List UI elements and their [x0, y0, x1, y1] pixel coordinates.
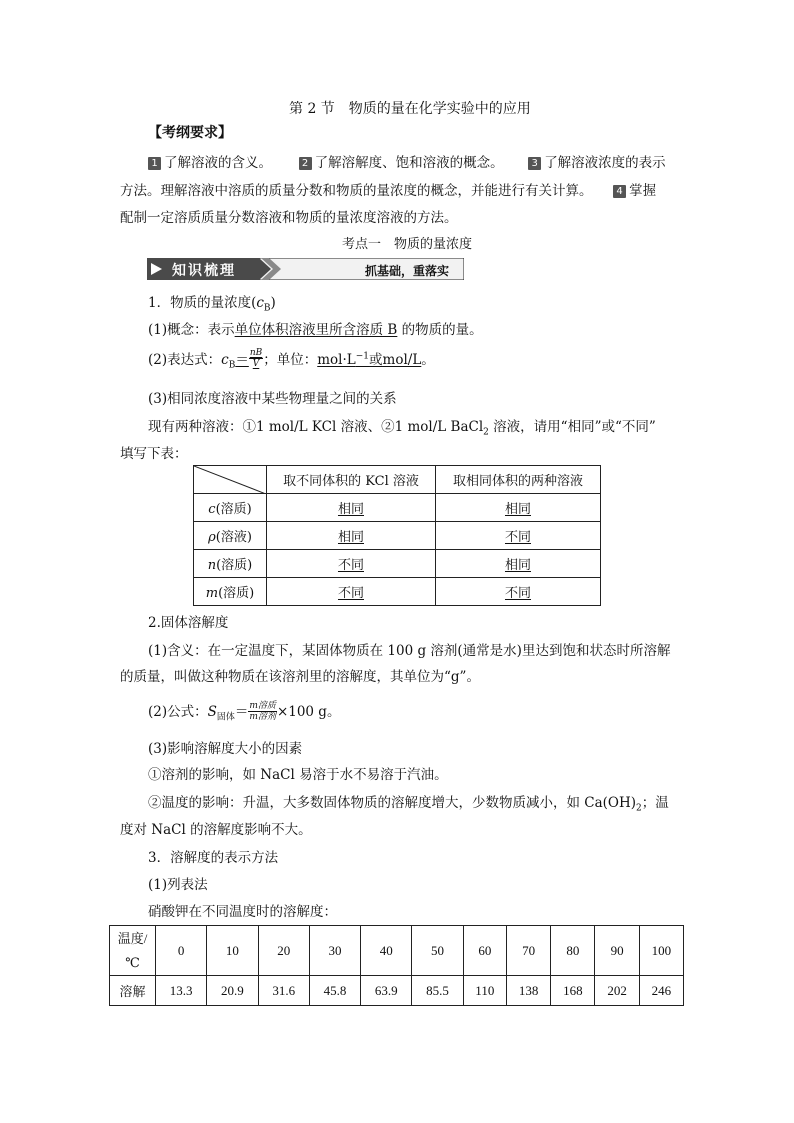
s3-heading: 3．溶解度的表示方法 — [148, 850, 279, 866]
table-row — [194, 494, 601, 522]
cell-value: 不同 — [504, 530, 531, 545]
solubility-table — [109, 925, 684, 1006]
corner-diagonal — [194, 466, 266, 494]
formula-den: m溶剂 — [249, 712, 276, 722]
expr-unit1-text: mol·L — [317, 352, 356, 368]
intro-b: 溶液，请用“相同”或“不同” — [488, 419, 656, 435]
solubility-label: 溶解 — [110, 976, 156, 1006]
table-cell — [436, 578, 601, 606]
requirements-line-1 — [148, 151, 666, 171]
banner-right-text: 抓基础，重落实 — [365, 264, 450, 278]
formula-prefix: (2)公式： — [148, 704, 208, 720]
expr-num: nB — [249, 348, 263, 358]
formula-suffix: ×100 g。 — [276, 704, 341, 720]
f2-sub: 2 — [636, 803, 642, 814]
table-row — [194, 578, 601, 606]
expr-prefix: (2)表达式： — [148, 352, 222, 368]
s1-heading-sym: c — [256, 295, 264, 311]
s1-heading-sub: B — [263, 303, 271, 314]
s1-heading-end: ) — [270, 295, 276, 311]
badge-3: 3 — [528, 157, 541, 170]
f2a: ②温度的影响：升温，大多数固体物质的溶解度增大，少数物质减小，如 Ca(OH) — [148, 795, 637, 811]
knowledge-banner — [147, 258, 464, 280]
expr-end: 。 — [421, 352, 435, 368]
row-label-text: (溶液) — [215, 530, 252, 545]
temp-cell: 50 — [412, 926, 463, 976]
expr-unit-sup: −1 — [355, 351, 370, 362]
solubility-cell: 168 — [551, 976, 595, 1006]
temp-cell: 30 — [309, 926, 360, 976]
expr-or: 或 — [369, 352, 383, 368]
s1-concept — [148, 318, 483, 338]
table-cell — [436, 522, 601, 550]
intro-a: 现有两种溶液：①1 mol/L KCl 溶液、②1 mol/L BaCl — [148, 419, 484, 435]
point-title: 考点一 物质的量浓度 — [342, 237, 473, 252]
req-3a: 了解溶液浓度的表示 — [544, 155, 666, 171]
s2-factor-1: ①溶剂的影响，如 NaCl 易溶于水不易溶于汽油。 — [148, 767, 448, 783]
row-label — [194, 494, 267, 522]
table-cell — [267, 550, 436, 578]
s3-caption: 硝酸钾在不同温度时的溶解度： — [148, 904, 337, 920]
temp-label-a: 温度/ — [117, 930, 148, 946]
table-header-kcl: 取不同体积的 KCl 溶液 — [267, 466, 436, 494]
req-4a: 掌握 — [629, 183, 657, 199]
solubility-cell: 31.6 — [258, 976, 309, 1006]
solubility-cell: 202 — [595, 976, 639, 1006]
temp-cell: 80 — [551, 926, 595, 976]
table-cell — [267, 522, 436, 550]
table-cell — [267, 494, 436, 522]
formula-num: m溶质 — [249, 701, 276, 711]
s2-formula — [148, 700, 340, 723]
section-title: 第 2 节 物质的量在化学实验中的应用 — [289, 101, 531, 117]
formula-fraction — [248, 701, 277, 722]
temperature-label — [110, 926, 156, 976]
expr-eq: ＝ — [235, 352, 249, 368]
cell-value: 不同 — [337, 586, 364, 601]
row-label-text: (溶质) — [216, 558, 253, 573]
expr-c: c — [221, 352, 229, 368]
req-4b: 配制一定溶质质量分数溶液和物质的量浓度溶液的方法。 — [120, 210, 458, 226]
solubility-cell: 45.8 — [309, 976, 360, 1006]
intro-sub: 2 — [483, 427, 489, 438]
s1-expression — [148, 348, 435, 371]
s2-meaning-b: 的质量，叫做这种物质在该溶剂里的溶解度，其单位为“g”。 — [120, 669, 480, 685]
expr-unit2: mol/L — [382, 352, 422, 368]
table-corner-cell — [194, 466, 267, 494]
s2-factor-2c: 度对 NaCl 的溶解度影响不大。 — [120, 822, 312, 838]
solubility-cell: 110 — [463, 976, 506, 1006]
s2-meaning-a: (1)含义：在一定温度下，某固体物质在 100 g 溶剂(通常是水)里达到饱和状态时所溶解 — [148, 643, 671, 659]
concept-underlined: 单位体积溶液里所含溶质 B — [234, 322, 398, 338]
row-label-text: (溶质) — [218, 586, 255, 601]
row-sym: ρ — [208, 530, 216, 545]
outline-heading: 【考纲要求】 — [148, 125, 232, 141]
badge-4: 4 — [613, 185, 626, 198]
s1-heading-text: 1．物质的量浓度( — [148, 295, 257, 311]
temp-cell: 20 — [258, 926, 309, 976]
s3-list-method: (1)列表法 — [148, 877, 208, 893]
solubility-cell: 138 — [506, 976, 550, 1006]
table-header-both: 取相同体积的两种溶液 — [436, 466, 601, 494]
temp-cell: 40 — [361, 926, 412, 976]
temp-cell: 0 — [156, 926, 207, 976]
temp-label-b: ℃ — [125, 954, 140, 970]
solubility-cell: 246 — [639, 976, 683, 1006]
table-header-row — [194, 466, 601, 494]
table-cell — [436, 550, 601, 578]
temp-cell: 70 — [506, 926, 550, 976]
s1-intro — [148, 415, 656, 438]
cell-value: 相同 — [337, 502, 364, 517]
expr-unit-1 — [317, 352, 421, 368]
s1-intro-c: 填写下表： — [120, 446, 188, 462]
row-label — [194, 550, 267, 578]
cell-value: 不同 — [504, 586, 531, 601]
solubility-row — [110, 976, 684, 1006]
s2-factor-2 — [148, 791, 669, 814]
row-label-text: (溶质) — [215, 502, 252, 517]
temp-cell: 60 — [463, 926, 506, 976]
req-3b: 方法。理解溶液中溶质的质量分数和物质的量浓度的概念，并能进行有关计算。 — [120, 183, 593, 199]
row-sym: c — [208, 502, 216, 517]
concept-suffix: 的物质的量。 — [397, 322, 483, 338]
solubility-cell: 13.3 — [156, 976, 207, 1006]
s1-relation: (3)相同浓度溶液中某些物理量之间的关系 — [148, 391, 397, 407]
s2-heading: 2.固体溶解度 — [148, 615, 229, 631]
solubility-cell: 63.9 — [361, 976, 412, 1006]
cell-value: 相同 — [504, 502, 531, 517]
s1-heading — [148, 291, 276, 314]
concentration-table — [193, 465, 601, 606]
table-row — [194, 550, 601, 578]
badge-1: 1 — [148, 157, 161, 170]
req-1: 了解溶液的含义。 — [164, 155, 272, 171]
banner-label: 知识梳理 — [172, 263, 236, 279]
temp-cell: 100 — [639, 926, 683, 976]
f2b: ；温 — [641, 795, 669, 811]
row-label — [194, 522, 267, 550]
cell-value: 相同 — [337, 530, 364, 545]
expr-sub: B — [228, 360, 236, 371]
expr-fraction — [249, 348, 263, 369]
row-sym: n — [207, 558, 217, 573]
row-label — [194, 578, 267, 606]
row-sym: m — [205, 586, 219, 601]
temp-cell: 90 — [595, 926, 639, 976]
temp-cell: 10 — [207, 926, 258, 976]
expr-unit-prefix: ；单位： — [263, 352, 318, 368]
badge-2: 2 — [299, 157, 312, 170]
requirements-line-2 — [120, 179, 656, 199]
cell-value: 相同 — [504, 558, 531, 573]
table-row — [194, 522, 601, 550]
cell-value: 不同 — [337, 558, 364, 573]
solubility-cell: 85.5 — [412, 976, 463, 1006]
s2-factors: (3)影响溶解度大小的因素 — [148, 741, 303, 757]
formula-s: S — [207, 704, 217, 720]
table-cell — [436, 494, 601, 522]
concept-prefix: (1)概念：表示 — [148, 322, 235, 338]
expr-den: V — [252, 359, 260, 369]
table-cell — [267, 578, 436, 606]
temperature-row — [110, 926, 684, 976]
formula-eq: ＝ — [234, 704, 249, 720]
solubility-cell: 20.9 — [207, 976, 258, 1006]
formula-sub: 固体 — [216, 712, 235, 723]
req-2: 了解溶解度、饱和溶液的概念。 — [314, 155, 504, 171]
